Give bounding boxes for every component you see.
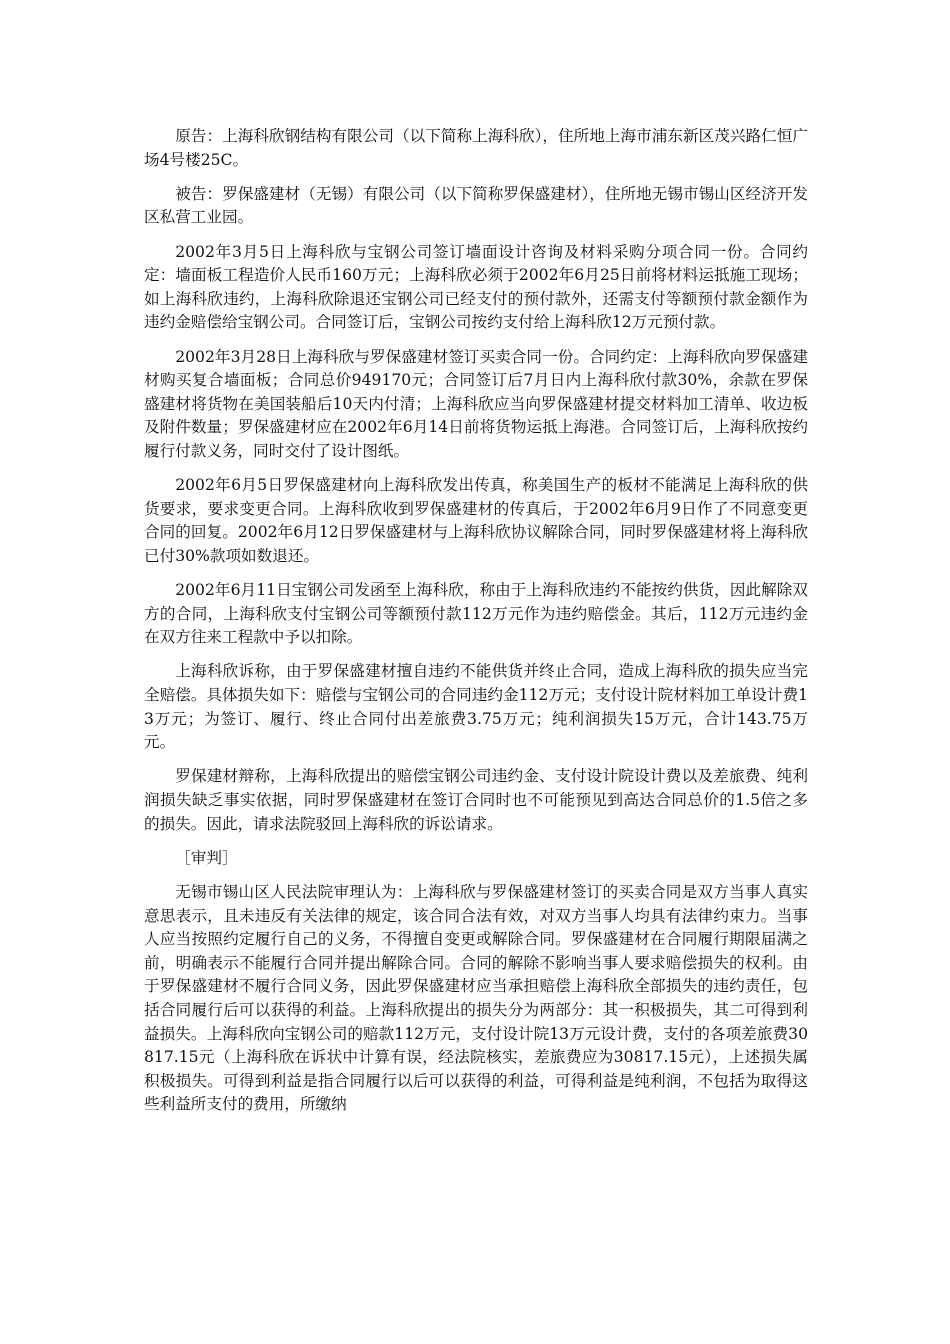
paragraph-defendant-defense: 罗保建材辩称，上海科欣提出的赔偿宝钢公司违约金、支付设计院设计费以及差旅费、纯利润损失缺乏事实依据，同时罗保盛建材在签订合同时也不可能预见到高达合同总价的1.5倍之多的损失。因此，请求法院驳回上海科欣的诉讼请求。: [144, 767, 808, 833]
paragraph-sales-contract: 2002年3月28日上海科欣与罗保盛建材签订买卖合同一份。合同约定：上海科欣向罗保盛建材购买复合墙面板；合同总价949170元；合同签订后7月日内上海科欣付款30%，余款在罗保盛建材将货物在美国装船后10天内付清；上海科欣应当向罗保盛建材提交材料加工清单、收边板及附件数量；罗保盛建材应在2002年6月14日前将货物运抵上海港。合同签订后，上海科欣按约履行付款义务，同时交付了设计图纸。: [144, 347, 808, 460]
paragraph-defendant: 被告：罗保盛建材（无锡）有限公司（以下简称罗保盛建材），住所地无锡市锡山区经济开发区私营工业园。: [144, 184, 808, 227]
paragraph-fax-change: 2002年6月5日罗保盛建材向上海科欣发出传真，称美国生产的板材不能满足上海科欣的供货要求，要求变更合同。上海科欣收到罗保盛建材的传真后，于2002年6月9日作了不同意变更合同的回复。2002年6月12日罗保盛建材与上海科欣协议解除合同，同时罗保盛建材将上海科欣已付30%款项如数退还。: [144, 476, 808, 565]
paragraph-baosteel-contract: 2002年3月5日上海科欣与宝钢公司签订墙面设计咨询及材料采购分项合同一份。合同约定：墙面板工程造价人民币160万元；上海科欣必须于2002年6月25日前将材料运抵施工现场；如上海科欣违约，上海科欣除退还宝钢公司已经支付的预付款外，还需支付等额预付款金额作为违约金赔偿给宝钢公司。合同签订后，宝钢公司按约支付给上海科欣12万元预付款。: [144, 242, 808, 332]
paragraph-plaintiff: 原告：上海科欣钢结构有限公司（以下简称上海科欣），住所地上海市浦东新区茂兴路仁恒广场4号楼25C。: [144, 127, 808, 169]
section-heading-judgment: ［审判］: [175, 848, 238, 867]
document-body: [144, 125, 808, 1128]
paragraph-termination-letter: 2002年6月11日宝钢公司发函至上海科欣，称由于上海科欣违约不能按约供货，因此解除双方的合同，上海科欣支付宝钢公司等额预付款112万元作为违约赔偿金。其后，112万元违约金在双方往来工程款中予以扣除。: [144, 581, 808, 647]
paragraph-court-opinion: 无锡市锡山区人民法院审理认为：上海科欣与罗保盛建材签订的买卖合同是双方当事人真实意思表示，且未违反有关法律的规定，该合同合法有效，对双方当事人均具有法律约束力。当事人应当按照约定履行自己的义务，不得擅自变更或解除合同。罗保盛建材在合同履行期限届满之前，明确表示不能履行合同并提出解除合同。合同的解除不影响当事人要求赔偿损失的权利。由于罗保盛建材不履行合同义务，因此罗保盛建材应当承担赔偿上海科欣全部损失的违约责任，包括合同履行后可以获得的利益。上海科欣提出的损失分为两部分：其一积极损失，其二可得到利益损失。上海科欣向宝钢公司的赔款112万元，支付设计院13万元设计费，支付的各项差旅费30817.15元（上海科欣在诉状中计算有误，经法院核实，差旅费应为30817.15元），上述损失属积极损失。可得到利益是指合同履行以后可以获得的利益，可得利益是纯利润，不包括为取得这些利益所支付的费用，所缴纳: [144, 882, 808, 1114]
paragraph-plaintiff-claim: 上海科欣诉称，由于罗保盛建材擅自违约不能供货并终止合同，造成上海科欣的损失应当完全赔偿。具体损失如下：赔偿与宝钢公司的合同违约金112万元；支付设计院材料加工单设计费13万元；为签订、履行、终止合同付出差旅费3.75万元；纯利润损失15万元，合计143.75万元。: [144, 662, 808, 752]
